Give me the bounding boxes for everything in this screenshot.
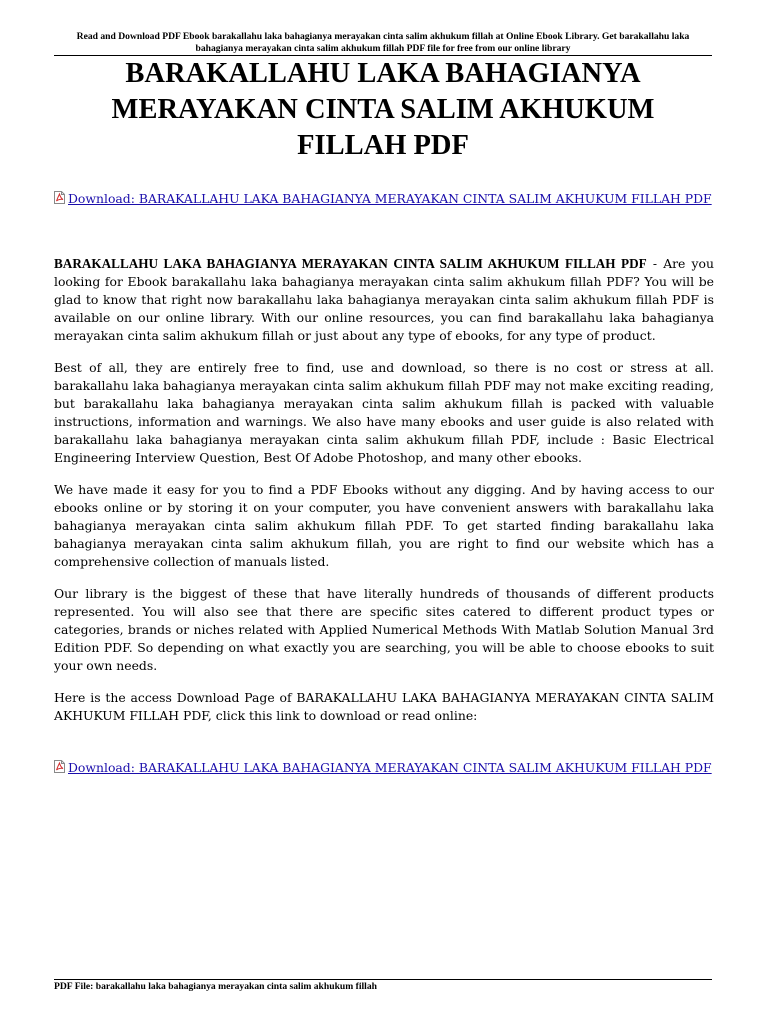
paragraph-3: We have made it easy for you to find a PDF Ebooks without any digging. And by having access to our ebooks online or by storing it on your computer, you have convenient answers with barakallahu laka bahagianya merayakan cinta salim akhukum fillah PDF. To get started finding barakallahu laka bahagianya merayakan cinta salim akhukum fillah, you are right to find our website which has a comprehensive collection of manuals listed. [54, 482, 714, 569]
download-row-bottom [54, 760, 714, 776]
paragraph-4: Our library is the biggest of these that have literally hundreds of thousands of different products represented. You will also see that there are specific sites catered to different product types or categories, brands or niches related with Applied Numerical Methods With Matlab Solution Manual 3rd Edition PDF. So depending on what exactly you are searching, you will be able to choose ebooks to suit your own needs. [54, 586, 714, 673]
page-footer: PDF File: barakallahu laka bahagianya merayakan cinta salim akhukum fillah [54, 981, 377, 992]
page-title: BARAKALLAHU LAKA BAHAGIANYA MERAYAKAN CINTA SALIM AKHUKUM FILLAH PDF [111, 58, 655, 161]
article-body [54, 255, 714, 739]
download-link-bottom-text: Download: BARAKALLAHU LAKA BAHAGIANYA MERAYAKAN CINTA SALIM AKHUKUM FILLAH PDF [68, 760, 712, 775]
pdf-file-icon [54, 760, 65, 773]
paragraph-5: Here is the access Download Page of BARAKALLAHU LAKA BAHAGIANYA MERAYAKAN CINTA SALIM AKHUKUM FILLAH PDF, click this link to download or read online: [54, 690, 714, 723]
download-row-top [54, 191, 714, 207]
paragraph-2: Best of all, they are entirely free to find, use and download, so there is no cost or stress at all. barakallahu laka bahagianya merayakan cinta salim akhukum fillah PDF may not make exciting reading, but barakallahu laka bahagianya merayakan cinta salim akhukum fillah is packed with valuable instructions, information and warnings. We also have many ebooks and user guide is also related with barakallahu laka bahagianya merayakan cinta salim akhukum fillah PDF, include : Basic Electrical Engineering Interview Question, Best Of Adobe Photoshop, and many other ebooks. [54, 360, 714, 465]
paragraph-1-lead: BARAKALLAHU LAKA BAHAGIANYA MERAYAKAN CINTA SALIM AKHUKUM FILLAH PDF [54, 256, 647, 271]
download-link-bottom[interactable] [54, 760, 712, 775]
paragraph-1-text: - Are you looking for Ebook barakallahu laka bahagianya merayakan cinta salim akhukum fillah PDF? You will be glad to know that right now barakallahu laka bahagianya merayakan cinta salim akhukum fillah PDF is available on our online library. With our online resources, you can find barakallahu laka bahagianya merayakan cinta salim akhukum fillah or just about any type of ebooks, for any type of product. [54, 256, 714, 343]
paragraph-1 [54, 255, 714, 345]
download-link-top-text: Download: BARAKALLAHU LAKA BAHAGIANYA MERAYAKAN CINTA SALIM AKHUKUM FILLAH PDF [68, 191, 712, 206]
download-link-top[interactable] [54, 191, 712, 206]
page-header: Read and Download PDF Ebook barakallahu laka bahagianya merayakan cinta salim akhukum fillah at Online Ebook Library. Get barakallahu laka bahagianya merayakan cinta salim akhukum fillah PDF file for free from our online library [76, 31, 690, 54]
pdf-file-icon [54, 191, 65, 204]
footer-divider [54, 979, 712, 980]
